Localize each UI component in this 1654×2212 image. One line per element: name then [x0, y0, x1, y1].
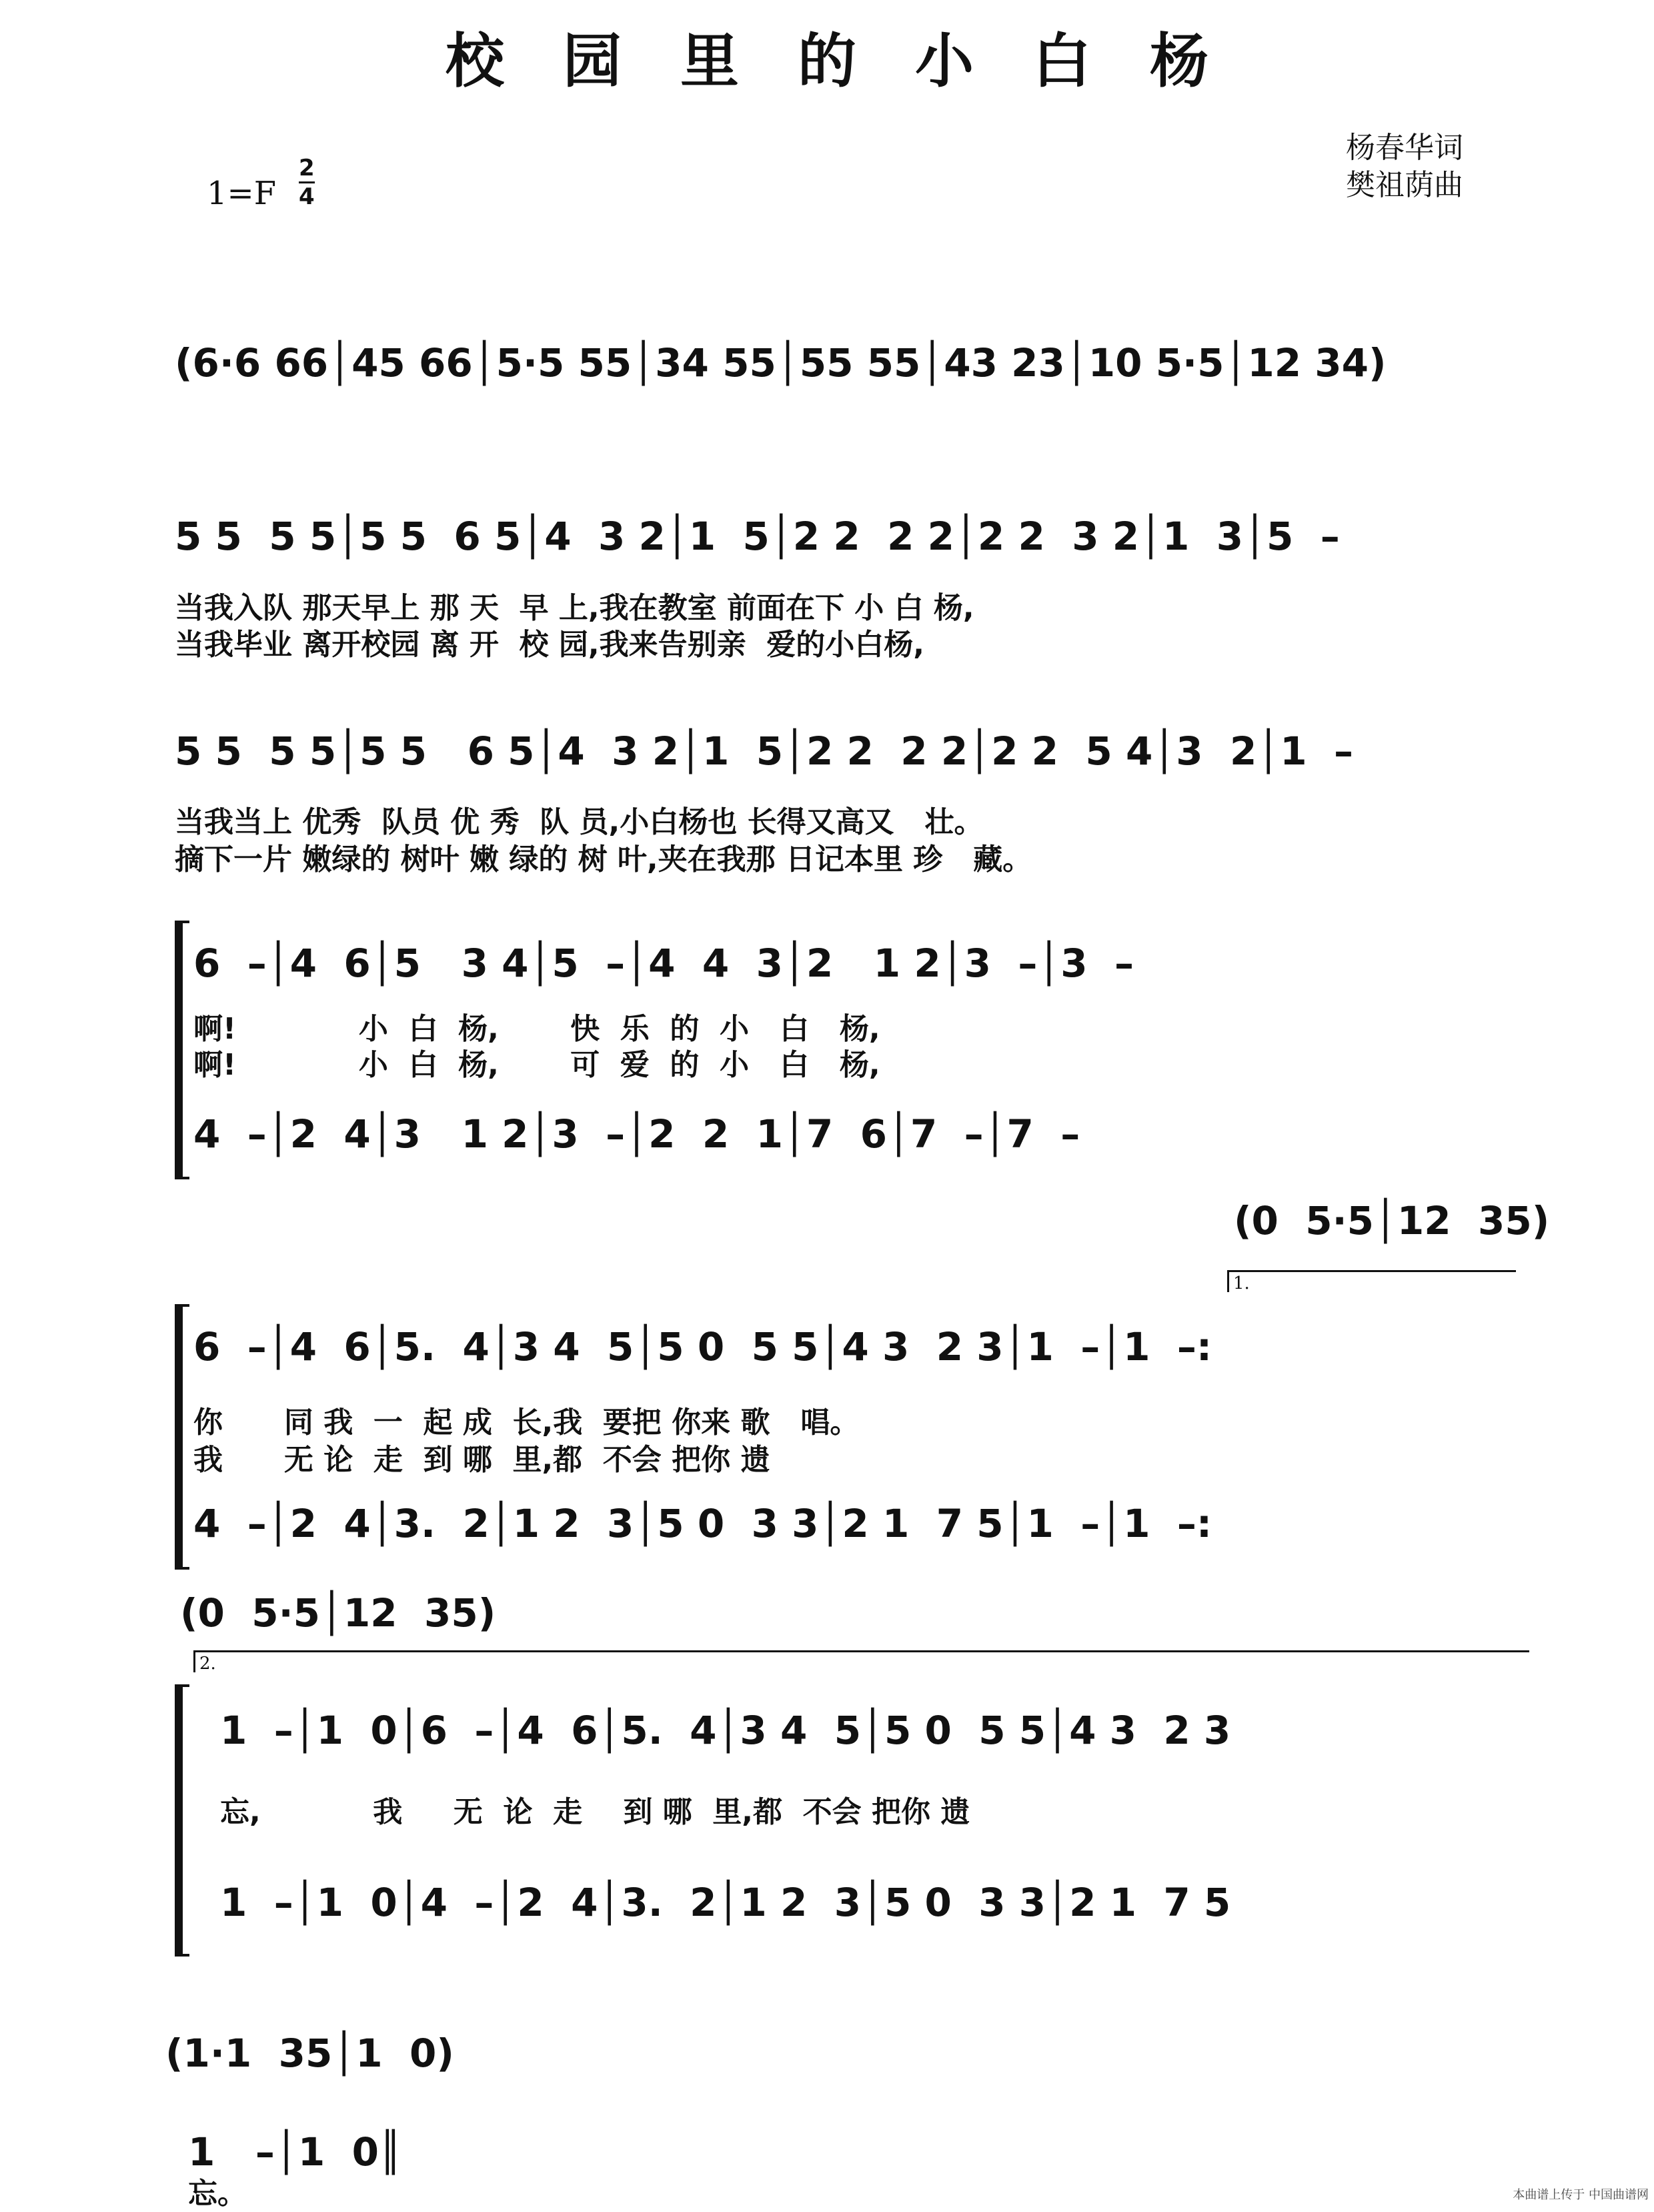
- chorus-2-lower-notes: 4 –│2 4│3. 2│1 2 3│5 0 3 3│2 1 7 5│1 –│1 –:: [193, 1501, 1212, 1546]
- footer-watermark: 本曲谱上传于 中国曲谱网: [1513, 2188, 1649, 2202]
- lyric-text: 啊! 小 白 杨, 可 爱 的 小 白 杨,: [193, 1048, 880, 1082]
- verse-line-2-lyric-1: [0, 798, 1654, 838]
- ending-upper-notes: 1 –│1 0│6 –│4 6│5. 4│3 4 5│5 0 5 5│4 3 2 3: [220, 1708, 1231, 1753]
- coda-upper: [0, 2031, 1654, 2104]
- time-signature: [299, 155, 315, 210]
- chorus-1-lyric-1: [0, 1005, 1654, 1045]
- chorus-2-lyric-1: [0, 1398, 1654, 1438]
- lyric-text: 你 同 我 一 起 成 长,我 要把 你来 歌 唱。: [193, 1406, 860, 1440]
- key-signature: 1=F: [207, 175, 277, 212]
- ending-lyric: [0, 1788, 1654, 1828]
- interlude-1-notes: (0 5·5│12 35): [1234, 1198, 1550, 1243]
- lyric-text: 忘。: [188, 2177, 247, 2211]
- chorus-2-lower: [0, 1501, 1654, 1574]
- meter-bottom: 4: [299, 181, 315, 210]
- volta-2: 2.: [193, 1650, 1529, 1672]
- lyricist: 杨春华词: [1346, 131, 1463, 165]
- composer: 樊祖荫曲: [1346, 168, 1463, 202]
- interlude-2-notes: (0 5·5│12 35): [180, 1590, 496, 1636]
- verse-line-2: [0, 728, 1654, 802]
- chorus-2-upper-notes: 6 –│4 6│5. 4│3 4 5│5 0 5 5│4 3 2 3│1 –│1 –:: [193, 1324, 1212, 1369]
- interlude-1: [0, 1198, 1654, 1271]
- lyric-text: 我 无 论 走 到 哪 里,都 不会 把你 遗: [193, 1443, 770, 1477]
- coda-lower-notes: 1 –│1 0║: [188, 2129, 402, 2175]
- verse-line-1-lyric-1: [0, 584, 1654, 624]
- verse-line-1-notes: 5 5 5 5│5 5 6 5│4 3 2│1 5│2 2 2 2│2 2 3 2│1 3│5 –: [175, 514, 1340, 559]
- verse-line-1-lyric-2: [0, 620, 1654, 660]
- chorus-1-upper: [0, 941, 1654, 1014]
- credits: [1346, 129, 1463, 204]
- coda-upper-notes: (1·1 35│1 0): [165, 2031, 454, 2076]
- verse-line-2-notes: 5 5 5 5│5 5 6 5│4 3 2│1 5│2 2 2 2│2 2 5 4│3 2│1 –: [175, 728, 1353, 774]
- ending-upper: [0, 1708, 1654, 1781]
- lyric-text: 摘下一片 嫩绿的 树叶 嫩 绿的 树 叶,夹在我那 日记本里 珍 藏。: [175, 843, 1032, 877]
- volta-1: 1.: [1227, 1270, 1516, 1292]
- chorus-2-lyric-2: [0, 1436, 1654, 1476]
- lyric-text: 当我入队 那天早上 那 天 早 上,我在教室 前面在下 小 白 杨,: [175, 591, 974, 625]
- chorus-1-lyric-2: [0, 1041, 1654, 1081]
- lyric-text: 当我当上 优秀 队员 优 秀 队 员,小白杨也 长得又高又 壮。: [175, 805, 984, 839]
- lyric-text: 啊! 小 白 杨, 快 乐 的 小 白 杨,: [193, 1012, 880, 1046]
- chorus-1-lower-notes: 4 –│2 4│3 1 2│3 –│2 2 1│7 6│7 –│7 –: [193, 1111, 1080, 1157]
- page-title: 校园里的小白杨: [445, 27, 1267, 95]
- intro-notes: (6·6 66│45 66│5·5 55│34 55│55 55│43 23│10 5·5│12 34): [175, 340, 1387, 386]
- meter-top: 2: [299, 155, 315, 181]
- verse-line-1: [0, 514, 1654, 587]
- chorus-1-lower: [0, 1111, 1654, 1185]
- intro-line: [0, 340, 1654, 414]
- verse-line-2-lyric-2: [0, 835, 1654, 875]
- chorus-2-upper: [0, 1324, 1654, 1398]
- lyric-text: 当我毕业 离开校园 离 开 校 园,我来告别亲 爱的小白杨,: [175, 628, 924, 662]
- ending-lower: [0, 1880, 1654, 1953]
- lyric-text: 忘, 我 无 论 走 到 哪 里,都 不会 把你 遗: [220, 1795, 970, 1829]
- chorus-1-upper-notes: 6 –│4 6│5 3 4│5 –│4 4 3│2 1 2│3 –│3 –: [193, 941, 1134, 986]
- coda-lyric: [0, 2169, 1654, 2209]
- ending-lower-notes: 1 –│1 0│4 –│2 4│3. 2│1 2 3│5 0 3 3│2 1 7 5: [220, 1880, 1231, 1925]
